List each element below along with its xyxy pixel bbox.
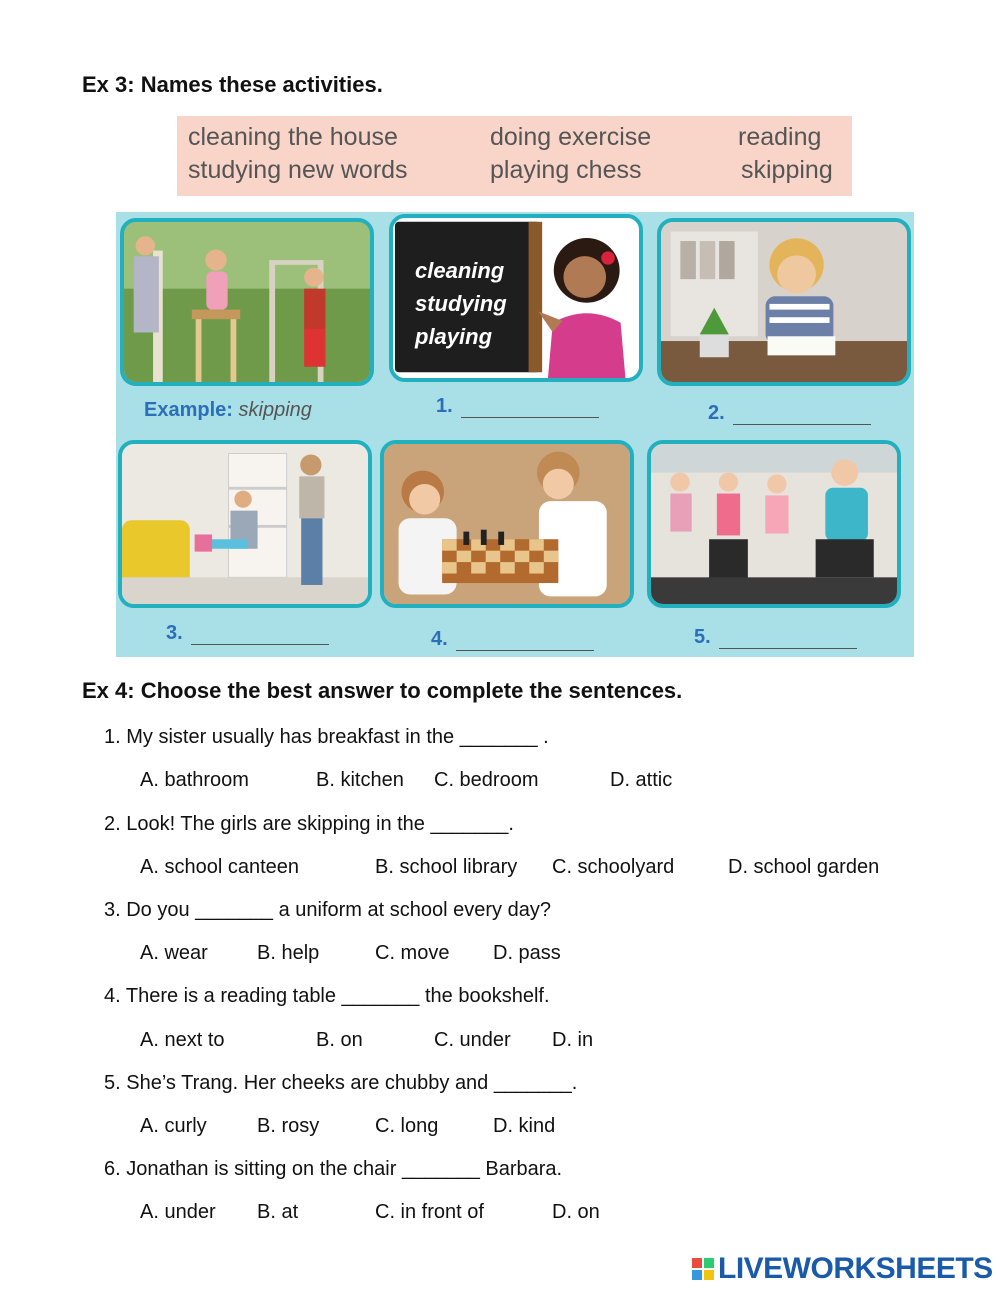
option-5c[interactable]: C. long [375,1115,439,1137]
board-word: playing [415,324,493,349]
option-1a[interactable]: A. bathroom [140,769,249,791]
answer-blank-1[interactable] [436,395,599,418]
option-3d[interactable]: D. pass [493,942,561,964]
answer-blank-5[interactable] [694,626,857,649]
item-number: 5. [694,626,711,648]
logo-blocks-icon [692,1258,714,1280]
skipping-photo [120,218,374,386]
option-3c[interactable]: C. move [375,942,450,964]
question-3: 3. Do you _______ a uniform at school every day? [104,899,551,921]
word-bank [177,116,852,196]
option-4c[interactable]: C. under [434,1029,511,1051]
board-word: studying [415,291,507,316]
exercise-photo [647,440,901,608]
option-6d[interactable]: D. on [552,1201,600,1223]
cleaning-photo [118,440,372,608]
wordbank-item: doing exercise [490,123,652,151]
option-1c[interactable]: C. bedroom [434,769,539,791]
option-3b[interactable]: B. help [257,942,320,964]
option-5d[interactable]: D. kind [493,1115,556,1137]
option-6a[interactable]: A. under [140,1201,216,1223]
answer-line [719,647,857,649]
option-4d[interactable]: D. in [552,1029,594,1051]
option-2d[interactable]: D. school garden [728,856,880,878]
option-2a[interactable]: A. school canteen [140,856,299,878]
item-number: 4. [431,628,448,650]
reading-photo [657,218,911,386]
option-2c[interactable]: C. schoolyard [552,856,675,878]
wordbank-item: studying new words [188,156,408,184]
question-6: 6. Jonathan is sitting on the chair _______ Barbara. [104,1158,563,1180]
board-word: cleaning [415,258,505,283]
option-6b[interactable]: B. at [257,1201,299,1223]
wordbank-item: playing chess [490,156,642,184]
option-1b[interactable]: B. kitchen [316,769,404,791]
question-5: 5. She’s Trang. Her cheeks are chubby and _______. [104,1072,578,1094]
example-answer: skipping [238,399,312,421]
wordbank-item: reading [738,123,822,151]
item-number: 3. [166,622,183,644]
option-4b[interactable]: B. on [316,1029,363,1051]
answer-line [733,423,871,425]
example-label [144,399,312,422]
wordbank-item: cleaning the house [188,123,398,151]
question-1: 1. My sister usually has breakfast in the _______ . [104,726,549,748]
answer-blank-3[interactable] [166,622,329,645]
answer-blank-2[interactable] [708,402,871,425]
liveworksheets-logo[interactable] [692,1252,993,1286]
wordbank-item: skipping [741,156,833,184]
option-2b[interactable]: B. school library [375,856,518,878]
logo-text: LIVEWORKSHEETS [718,1252,993,1285]
option-5b[interactable]: B. rosy [257,1115,320,1137]
question-4: 4. There is a reading table _______ the bookshelf. [104,985,550,1007]
option-3a[interactable]: A. wear [140,942,208,964]
option-4a[interactable]: A. next to [140,1029,225,1051]
answer-blank-4[interactable] [431,628,594,651]
option-1d[interactable]: D. attic [610,769,673,791]
question-2: 2. Look! The girls are skipping in the _______. [104,813,514,835]
answer-line [191,643,329,645]
option-6c[interactable]: C. in front of [375,1201,484,1223]
ex3-title: Ex 3: Names these activities. [82,72,383,97]
chalkboard-photo [389,214,643,382]
item-number: 2. [708,402,725,424]
activities-panel [116,212,914,657]
option-5a[interactable]: A. curly [140,1115,207,1137]
chess-photo [380,440,634,608]
answer-line [456,649,594,651]
ex4-title: Ex 4: Choose the best answer to complete the sentences. [82,678,683,703]
example-label-text: Example: [144,399,233,421]
item-number: 1. [436,395,453,417]
answer-line [461,416,599,418]
